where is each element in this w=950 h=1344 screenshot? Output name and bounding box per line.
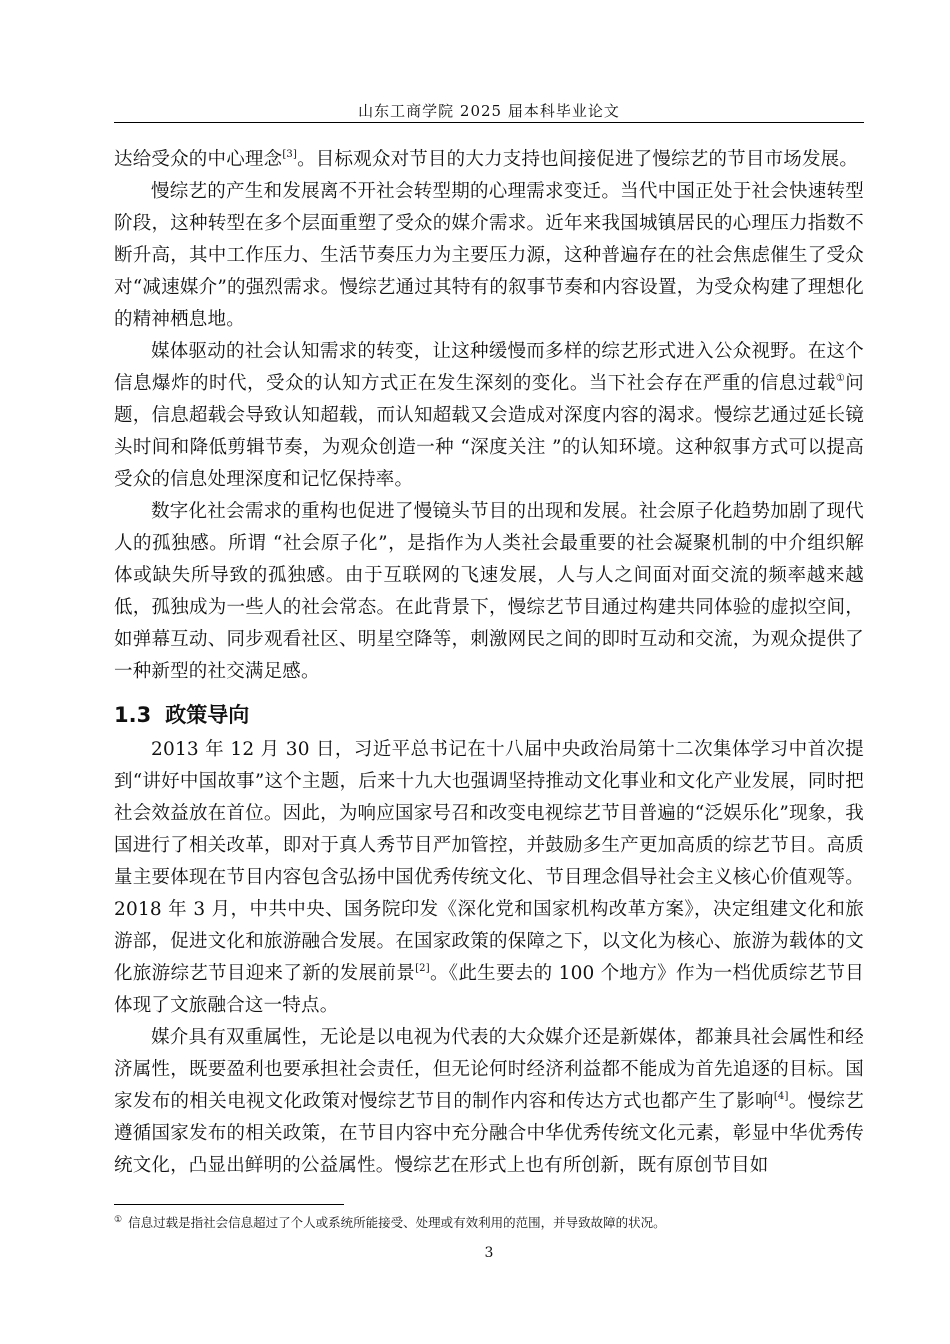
running-header: 山东工商学院 2025 届本科毕业论文 [358,102,620,120]
footnote-marker: ① [114,1215,123,1225]
paragraph-continuation [114,144,864,176]
paragraph-text: 媒体驱动的社会认知需求的转变，让这种缓慢而多样的综艺形式进入公众视野。在这个信息爆炸的时代，受众的认知方式正在发生深刻的变化。当下社会存在严重的信息过载 [114,341,864,394]
footnote-marker: ① [835,373,846,384]
citation-marker: [3] [282,149,298,160]
page-number: 3 [484,1245,494,1261]
citation-marker: [4] [773,1091,789,1102]
section-title: 政策导向 [165,703,250,727]
paragraph-text: 。慢综艺遵循国家发布的相关政策，在节目内容中充分融合中华优秀传统文化元素，彰显中华优秀传统文化，凸显出鲜明的公益属性。慢综艺在形式上也有所创新，既有原创节目如 [114,1091,864,1176]
citation-marker: [2] [415,963,430,974]
paragraph-policy [114,734,864,1022]
section-heading [114,698,864,732]
body-content [114,144,864,1182]
paragraph-psychological-needs: 慢综艺的产生和发展离不开社会转型期的心理需求变迁。当代中国正处于社会快速转型阶段，这种转型在多个层面重塑了受众的媒介需求。近年来我国城镇居民的心理压力指数不断升高，其中工作压力、生活节奏压力为主要压力源，这种普遍存在的社会焦虑催生了受众对“减速媒介”的强烈需求。慢综艺通过其特有的叙事节奏和内容设置，为受众构建了理想化的精神栖息地。 [114,181,864,330]
paragraph-text: 达给受众的中心理念 [114,149,283,170]
paragraph-text: 2013 年 12 月 30 日，习近平总书记在十八届中央政治局第十二次集体学习中首次提到“讲好中国故事”这个主题，后来十九大也强调坚持推动文化事业和文化产业发展，同时把社会效益放在首位。因此，为响应国家号召和改变电视综艺节目普遍的“泛娱乐化”现象，我国进行了相关改革，即对于真人秀节目严加管控，并鼓励多生产更加高质的综艺节目。高质量主要体现在节目内容包含弘扬中国优秀传统文化、节目理念倡导社会主义核心价值观等。2018 年 3 月，中共中央、国务院印发《深化党和国家机构改革方案》，决定组建文化和旅游部，促进文化和旅游融合发展。在国家政策的保障之下，以文化为核心、旅游为载体的文化旅游综艺节目迎来了新的发展前景 [114,739,864,984]
footnote-rule [114,1204,344,1205]
paragraph-text: 。目标观众对节目的大力支持也间接促进了慢综艺的节目市场发展。 [297,149,859,170]
footnote [114,1210,864,1233]
paragraph-text: 问题，信息超载会导致认知超载，而认知超载又会造成对深度内容的渴求。慢综艺通过延长镜头时间和降低剪辑节奏，为观众创造一种 “深度关注 ”的认知环境。这种叙事方式可以提高受众的信息处理深度和记忆保持率。 [114,373,864,490]
paragraph-cognitive-needs [114,336,864,496]
paragraph-media-attributes [114,1022,864,1182]
section-number: 1.3 [114,703,152,727]
header-rule [114,122,864,123]
paragraph-digital-society: 数字化社会需求的重构也促进了慢镜头节目的出现和发展。社会原子化趋势加剧了现代人的孤独感。所谓 “社会原子化”，是指作为人类社会最重要的社会凝聚机制的中介组织解体或缺失所导致的孤独感。由于互联网的飞速发展，人与人之间面对面交流的频率越来越低，孤独成为一些人的社会常态。在此背景下，慢综艺节目通过构建共同体验的虚拟空间，如弹幕互动、同步观看社区、明星空降等，刺激网民之间的即时互动和交流，为观众提供了一种新型的社交满足感。 [114,501,864,682]
paragraph-text: 媒介具有双重属性，无论是以电视为代表的大众媒介还是新媒体，都兼具社会属性和经济属性，既要盈利也要承担社会责任，但无论何时经济利益都不能成为首先追逐的目标。国家发布的相关电视文化政策对慢综艺节目的制作内容和传达方式也都产生了影响 [114,1027,864,1112]
footnote-text: 信息过载是指社会信息超过了个人或系统所能接受、处理或有效利用的范围，并导致故障的状况。 [128,1215,666,1230]
paragraph-text: 。《此生要去的 100 个地方》作为一档优质综艺节目体现了文旅融合这一特点。 [114,963,865,1016]
